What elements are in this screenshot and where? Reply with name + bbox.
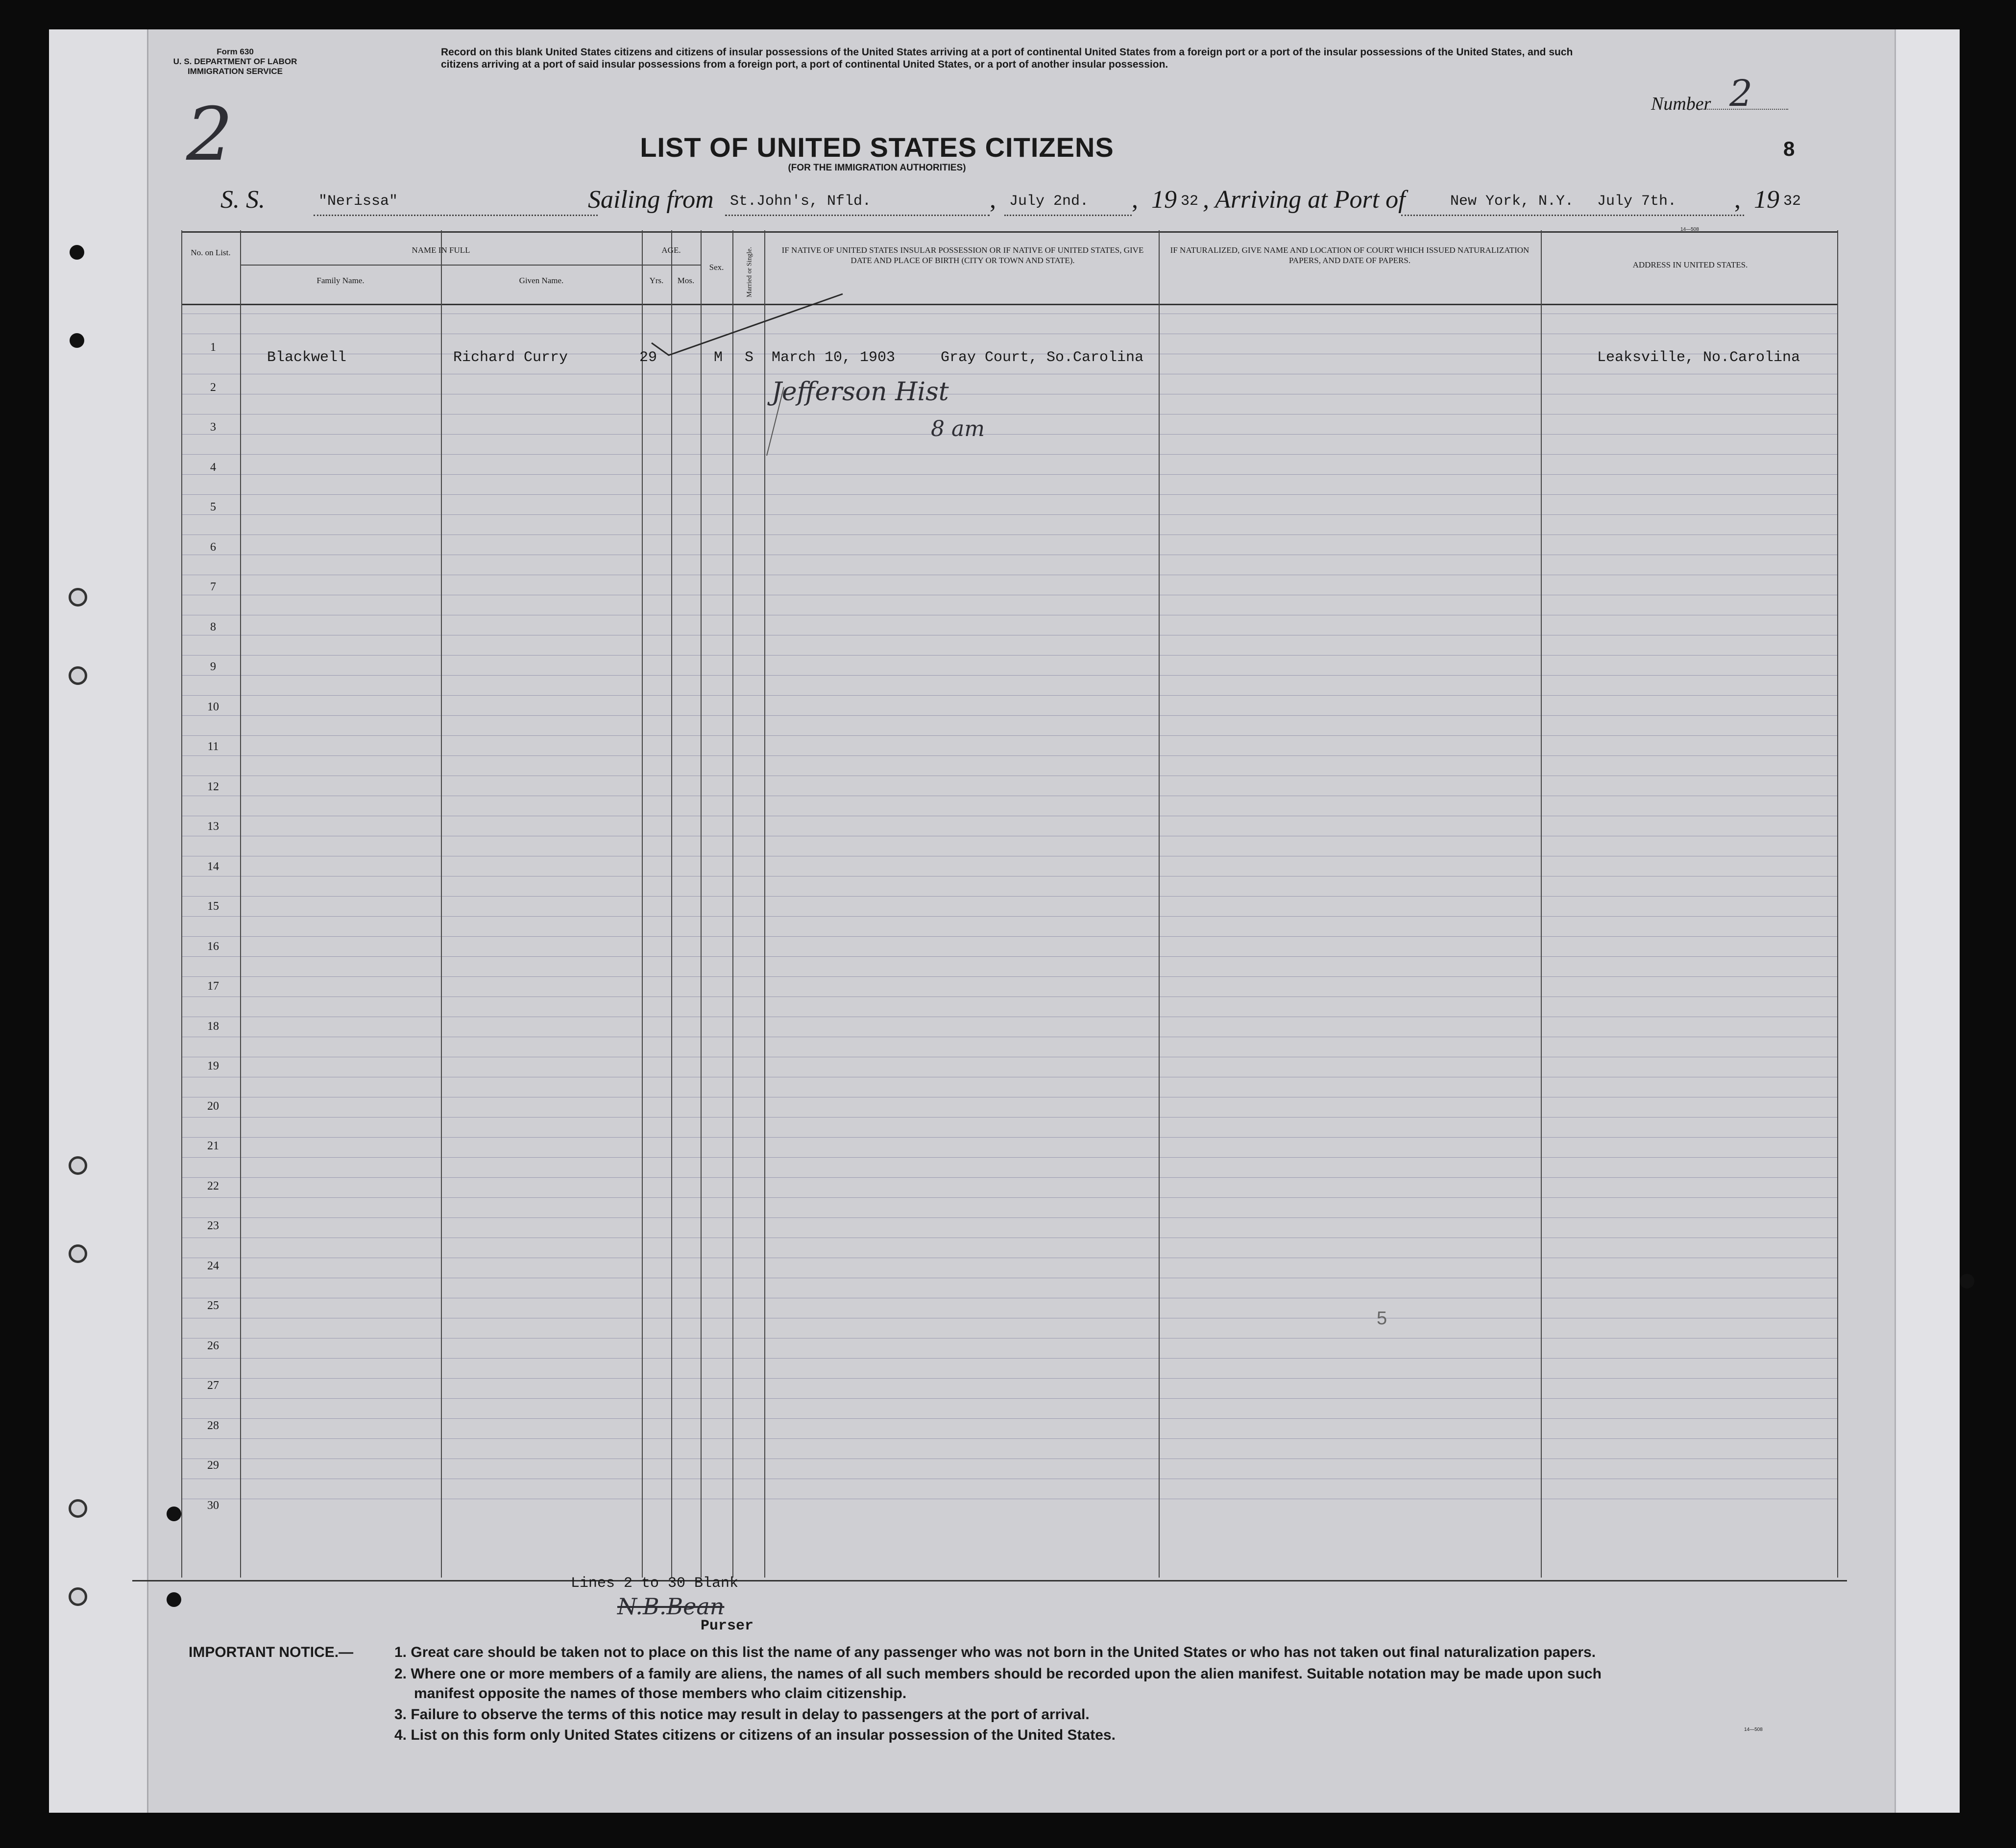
comma: , — [990, 186, 996, 214]
col-header-address: ADDRESS IN UNITED STATES. — [1632, 260, 1748, 269]
sailing-year: 32 — [1181, 193, 1199, 210]
row-number: 11 — [207, 740, 219, 753]
purser-signature: N.B.Bean — [617, 1593, 725, 1620]
service-name: IMMIGRATION SERVICE — [188, 67, 283, 76]
printer-code-footer: 14—508 — [1744, 1727, 1763, 1732]
annotation-stroke — [767, 387, 784, 456]
row-number: 30 — [207, 1499, 219, 1512]
col-header-mos: Mos. — [677, 276, 695, 285]
ship-name: "Nerissa" — [318, 193, 398, 210]
row-number: 15 — [207, 900, 219, 913]
row-number: 27 — [207, 1379, 219, 1392]
row-number: 14 — [207, 860, 219, 873]
row-number: 23 — [207, 1219, 219, 1232]
comma: , — [1132, 186, 1138, 214]
printer-code: 14—508 — [1680, 227, 1699, 232]
row-number: 25 — [207, 1299, 219, 1312]
handwritten-annotation: Jefferson Hist — [772, 377, 949, 407]
arrival-date: July 7th. — [1597, 193, 1677, 210]
sheet-number: 8 — [1783, 137, 1795, 160]
row-number: 29 — [207, 1459, 219, 1472]
row-number: 17 — [207, 980, 219, 993]
arrival-year: 32 — [1783, 193, 1801, 210]
arrival-port: New York, N.Y. — [1450, 193, 1574, 210]
margin-handwritten-number: 2 — [186, 92, 233, 177]
page-subtitle: (FOR THE IMMIGRATION AUTHORITIES) — [788, 163, 966, 173]
handwritten-time: 8 am — [931, 416, 985, 441]
col-header-age: AGE. — [661, 245, 681, 255]
row-number: 7 — [210, 581, 216, 593]
col-header-yrs: Yrs. — [649, 276, 664, 285]
notice-label: IMPORTANT NOTICE.— — [189, 1644, 354, 1660]
row-number: 21 — [207, 1140, 219, 1152]
notice-line-1: 1. Great care should be taken not to place on this list the name of any passenger who was not born in the United States or who has not taken out final naturalization papers. — [394, 1644, 1596, 1660]
row-number: 18 — [207, 1020, 219, 1033]
blank-lines-note: Lines 2 to 30 Blank — [571, 1575, 739, 1592]
stray-mark: 5 — [1377, 1308, 1387, 1329]
checkmark-stroke — [652, 294, 843, 355]
form-instructions: Record on this blank United States citizens and citizens of insular possessions of the United States arriving at a port of continental United States from a foreign port or a port of the insular possessions of the United States, and such citizens arriving at a port of said insular possessions from a foreign port, a port of continental United States, or a port of another insular possession. — [441, 47, 1573, 70]
col-header-family-name: Family Name. — [316, 276, 364, 285]
arrival-year-prefix: 19 — [1754, 186, 1779, 214]
sailing-label: Sailing from — [588, 186, 714, 214]
ss-label: S. S. — [220, 186, 265, 214]
entry-birth-place: Gray Court, So.Carolina — [941, 349, 1144, 366]
row-number: 9 — [210, 660, 216, 673]
col-header-given-name: Given Name. — [519, 276, 564, 285]
entry-marital-status: S — [745, 349, 754, 366]
row-number: 6 — [210, 540, 216, 554]
entry-birth-date: March 10, 1903 — [772, 349, 896, 366]
row-number: 5 — [210, 501, 216, 513]
comma: , — [1734, 186, 1741, 214]
col-header-birth: IF NATIVE OF UNITED STATES INSULAR POSSESSION OR IF NATIVE OF UNITED STATES, GIVE DATE AND PLACE OF BIRTH (CITY OR TOWN AND STATE). — [781, 245, 1144, 265]
sailing-date: July 2nd. — [1009, 193, 1089, 210]
form-number: Form 630 — [217, 47, 254, 56]
number-label: Number — [1651, 94, 1711, 114]
row-number: 12 — [207, 780, 219, 793]
entry-family-name: Blackwell — [267, 349, 347, 366]
sailing-port: St.John's, Nfld. — [730, 193, 872, 210]
col-header-naturalized: IF NATURALIZED, GIVE NAME AND LOCATION OF COURT WHICH ISSUED NATURALIZATION PAPERS, AND DATE OF PAPERS. — [1170, 245, 1530, 265]
entry-address: Leaksville, No.Carolina — [1597, 349, 1800, 366]
row-number: 16 — [207, 940, 219, 953]
notice-line-3: 3. Failure to observe the terms of this notice may result in delay to passengers at the port of arrival. — [394, 1706, 1090, 1723]
purser-title: Purser — [701, 1618, 754, 1634]
table-bottom-rule — [132, 1580, 1847, 1581]
row-number: 1 — [210, 341, 216, 354]
row-number: 22 — [207, 1179, 219, 1192]
row-number: 4 — [210, 461, 216, 474]
notice-line-4: 4. List on this form only United States citizens or citizens of an insular possession of the United States. — [394, 1727, 1116, 1743]
manifest-number: 2 — [1729, 73, 1753, 115]
col-header-no: No. on List. — [191, 248, 231, 257]
col-header-married-single: Married or Single. — [746, 246, 753, 298]
row-number: 10 — [207, 700, 219, 713]
col-header-sex: Sex. — [709, 263, 724, 272]
col-header-name: NAME IN FULL — [412, 245, 470, 255]
row-number: 24 — [207, 1259, 219, 1272]
row-number: 26 — [207, 1339, 219, 1352]
entry-age-years: 29 — [639, 349, 657, 366]
page-title: LIST OF UNITED STATES CITIZENS — [640, 132, 1114, 163]
arriving-label: , Arriving at Port of — [1203, 186, 1406, 214]
notice-line-2: 2. Where one or more members of a family are aliens, the names of all such members should be recorded upon the alien manifest. Suitable notation may be made upon such — [394, 1666, 1602, 1682]
entry-given-name: Richard Curry — [453, 349, 568, 366]
row-number: 20 — [207, 1099, 219, 1113]
row-number: 13 — [207, 820, 219, 833]
row-number: 8 — [210, 620, 216, 633]
row-number: 2 — [210, 381, 216, 394]
row-number: 3 — [210, 421, 216, 434]
entry-sex: M — [714, 349, 723, 366]
department-name: U. S. DEPARTMENT OF LABOR — [173, 57, 297, 66]
row-number: 28 — [207, 1419, 219, 1432]
sailing-year-prefix: 19 — [1151, 186, 1177, 214]
row-number: 19 — [207, 1060, 219, 1072]
notice-line-2-cont: manifest opposite the names of those members who claim citizenship. — [414, 1685, 907, 1702]
